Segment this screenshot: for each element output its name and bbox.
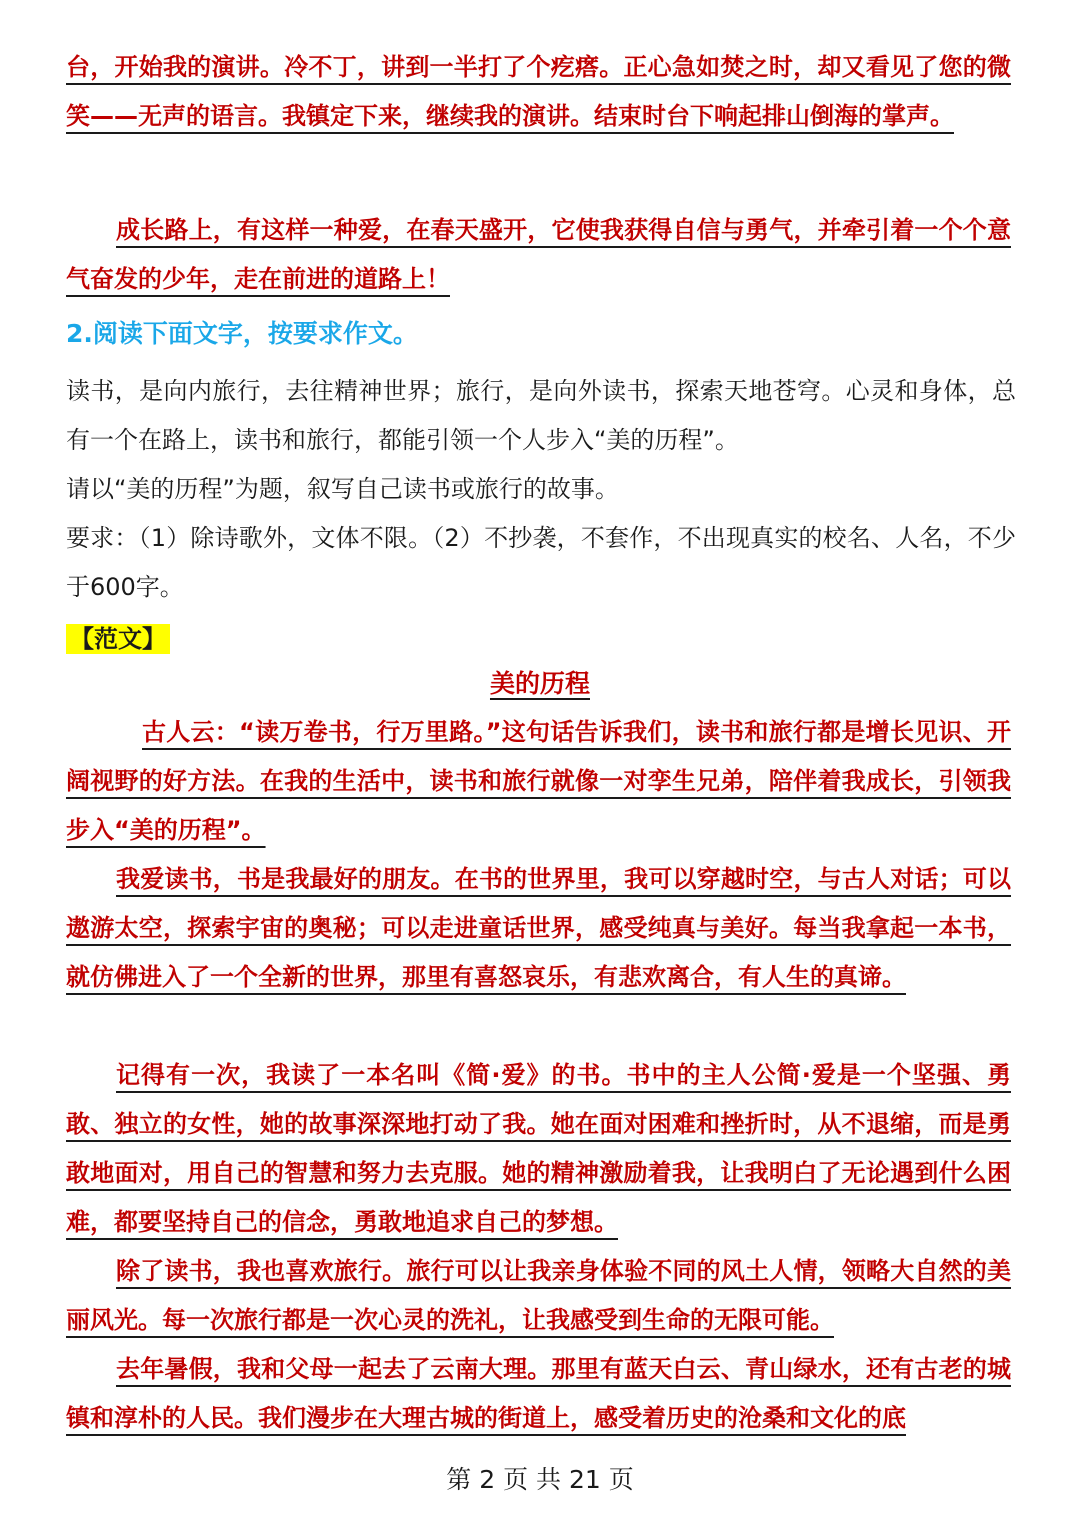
model-essay-label: 【范文】: [66, 624, 170, 654]
paragraph-text: 成长路上，有这样一种爱，在春天盛开，它使我获得自信与勇气，并牵引着一个个意气奋发的少年，走在前进的道路上！: [66, 216, 1011, 293]
paragraph-text: 我爱读书，书是我最好的朋友。在书的世界里，我可以穿越时空，与古人对话；可以遨游太空，探索宇宙的奥秘；可以走进童话世界，感受纯真与美好。每当我拿起一本书，就仿佛进入了一个全新的世界，那里有喜怒哀乐，有悲欢离合，有人生的真谛。: [66, 865, 1011, 991]
essay-title: [0, 662, 1080, 706]
essay-title-text: 美的历程: [489, 669, 590, 698]
essay-paragraph: [66, 855, 1011, 1002]
previous-essay-closing-paragraph: [66, 206, 1011, 304]
question-heading: 2.阅读下面文字，按要求作文。: [66, 319, 418, 348]
paragraph-text: 除了读书，我也喜欢旅行。旅行可以让我亲身体验不同的风土人情，领略大自然的美丽风光。每一次旅行都是一次心灵的洗礼，让我感受到生命的无限可能。: [66, 1257, 1011, 1334]
paragraph-text: 台，开始我的演讲。冷不丁，讲到一半打了个疙瘩。正心急如焚之时，却又看见了您的微笑——无声的语言。我镇定下来，继续我的演讲。结束时台下响起排山倒海的掌声。: [66, 53, 1011, 130]
paragraph-text: 记得有一次，我读了一本名叫《简·爱》的书。书中的主人公简·爱是一个坚强、勇敢、独立的女性，她的故事深深地打动了我。她在面对困难和挫折时，从不退缩，而是勇敢地面对，用自己的智慧和努力去克服。她的精神激励着我，让我明白了无论遇到什么困难，都要坚持自己的信念，勇敢地追求自己的梦想。: [66, 1061, 1011, 1236]
page-number-footer: 第 2 页 共 21 页: [446, 1465, 634, 1494]
essay-paragraph: [66, 1051, 1011, 1247]
question-requirements: 要求：（1）除诗歌外，文体不限。（2）不抄袭，不套作，不出现真实的校名、人名，不少于600字。: [66, 524, 1016, 601]
previous-essay-paragraph: [66, 43, 1011, 141]
question-instruction: 请以“美的历程”为题，叙写自己读书或旅行的故事。: [66, 475, 619, 503]
essay-paragraph: [66, 1247, 1011, 1345]
essay-paragraph: [66, 708, 1011, 855]
essay-paragraph: [66, 1345, 1011, 1443]
paragraph-text: 古人云：“读万卷书，行万里路。”这句话告诉我们，读书和旅行都是增长见识、开阔视野的好方法。在我的生活中，读书和旅行就像一对孪生兄弟，陪伴着我成长，引领我步入“美的历程”。: [66, 718, 1011, 844]
question-prompt: 读书，是向内旅行，去往精神世界；旅行，是向外读书，探索天地苍穹。心灵和身体，总有一个在路上，读书和旅行，都能引领一个人步入“美的历程”。: [66, 377, 1016, 454]
paragraph-text: 去年暑假，我和父母一起去了云南大理。那里有蓝天白云、青山绿水，还有古老的城镇和淳朴的人民。我们漫步在大理古城的街道上，感受着历史的沧桑和文化的底: [66, 1355, 1011, 1432]
